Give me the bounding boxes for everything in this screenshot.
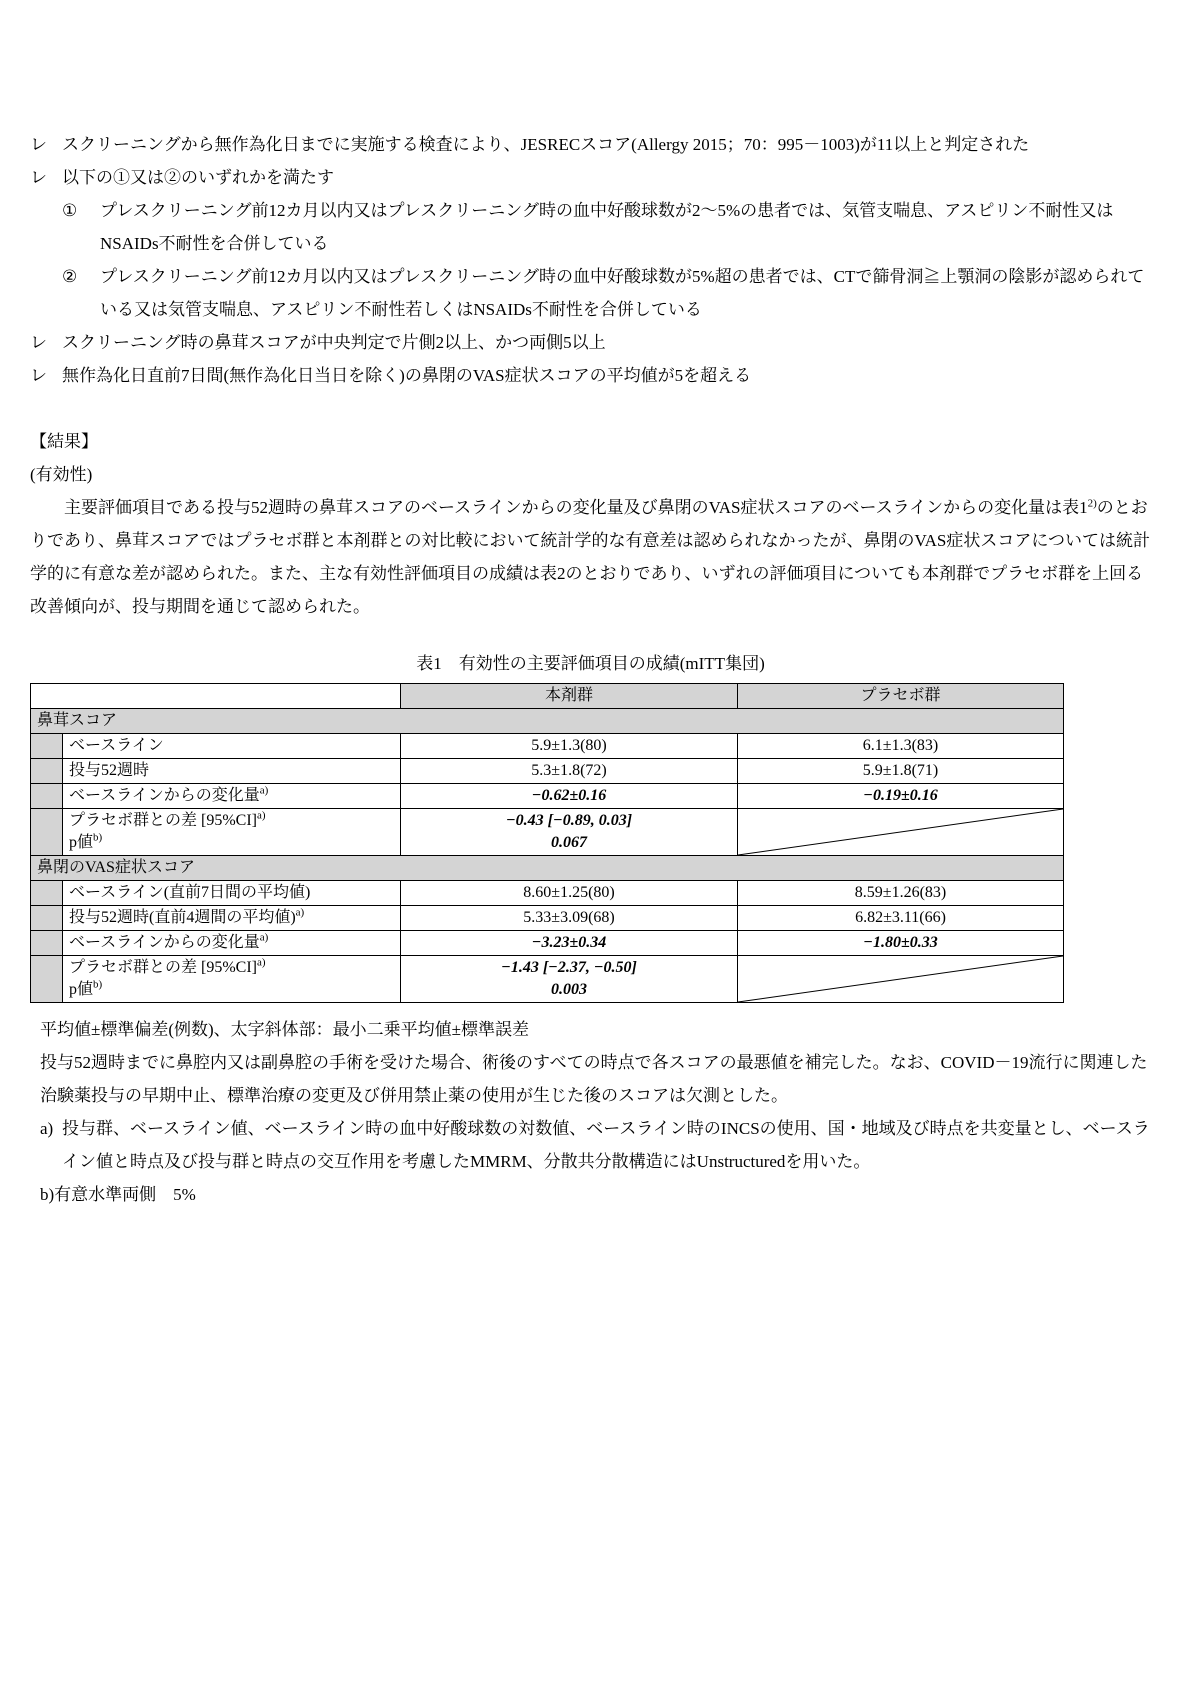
diagonal-line xyxy=(738,956,1063,1002)
table-row-difference xyxy=(31,956,1064,1003)
footnote-marker: a) xyxy=(259,931,269,944)
list-item-text: プレスクリーニング前12カ月以内又はプレスクリーニング時の血中好酸球数が2〜5%の患者では、気管支喘息、アスピリン不耐性又はNSAIDs不耐性を合併している xyxy=(100,201,1114,253)
table-row-difference xyxy=(31,809,1064,856)
footnote-marker: a) xyxy=(257,809,266,822)
row-label-text: ベースラインからの変化量 xyxy=(69,787,260,804)
footnote-marker: a) xyxy=(295,906,305,919)
footnote-marker: a) xyxy=(259,784,269,797)
row-label xyxy=(63,809,401,856)
placebo-value: 8.59±1.26(83) xyxy=(738,881,1064,906)
placebo-value: 6.1±1.3(83) xyxy=(738,734,1064,759)
table-footnotes xyxy=(30,1013,1151,1211)
pvalue-label-line xyxy=(69,979,394,1001)
list-subitem xyxy=(62,194,1151,260)
drug-value: 8.60±1.25(80) xyxy=(401,881,738,906)
placebo-value: 6.82±3.11(66) xyxy=(738,906,1064,931)
row-label-text: ベースラインからの変化量 xyxy=(69,934,260,951)
table-row-baseline xyxy=(31,734,1064,759)
list-item xyxy=(30,359,1151,392)
placebo-value: 5.9±1.8(71) xyxy=(738,759,1064,784)
footnote-imputation: 投与52週時までに鼻腔内又は副鼻腔の手術を受けた場合、術後のすべての時点で各スコアの最悪値を補完した。なお、COVID－19流行に関連した治験薬投与の早期中止、標準治療の変更及び併用禁止薬の使用が生じた後のスコアは欠測とした。 xyxy=(40,1053,1148,1105)
footnote-a-marker: a) xyxy=(40,1119,54,1138)
footnote-a-text: 投与群、ベースライン値、ベースライン時の血中好酸球数の対数値、ベースライン時のINCSの使用、国・地域及び時点を共変量とし、ベースライン値と時点及び投与群と時点の交互作用を考慮したMMRM、分散共分散構造にはUnstructuredを用いた。 xyxy=(62,1119,1150,1171)
circled-number-marker: ② xyxy=(62,267,78,286)
list-item xyxy=(30,326,1151,359)
gutter-cell xyxy=(31,734,63,759)
table-row-week52 xyxy=(31,759,1064,784)
list-item xyxy=(30,161,1151,194)
section-row-vas-score xyxy=(31,856,1064,881)
drug-value xyxy=(401,956,738,1003)
efficacy-subheading: (有効性) xyxy=(30,465,93,484)
row-label: ベースライン xyxy=(63,734,401,759)
gutter-cell xyxy=(31,881,63,906)
diff-label-line xyxy=(69,810,394,832)
results-heading: 【結果】 xyxy=(30,432,98,451)
efficacy-paragraph xyxy=(30,491,1151,623)
table1-caption: 表1 有効性の主要評価項目の成績(mITT集団) xyxy=(416,654,765,673)
gutter-cell xyxy=(31,784,63,809)
drug-value: 5.3±1.8(72) xyxy=(401,759,738,784)
circled-number-marker: ① xyxy=(62,201,78,220)
gutter-cell xyxy=(31,931,63,956)
pvalue-label-line xyxy=(69,832,394,854)
table-row-change xyxy=(31,931,1064,956)
placebo-empty-cell xyxy=(738,956,1064,1003)
criteria-list xyxy=(30,128,1151,392)
check-marker: レ xyxy=(30,366,47,385)
drug-value: −0.62±0.16 xyxy=(401,784,738,809)
column-header-drug: 本剤群 xyxy=(401,684,738,709)
reference-superscript: 2) xyxy=(1087,497,1097,510)
table1 xyxy=(30,683,1064,1003)
row-label xyxy=(63,931,401,956)
list-item-text: スクリーニングから無作為化日までに実施する検査により、JESRECスコア(Allergy 2015；70：995－1003)が11以上と判定された xyxy=(62,135,1030,154)
p-value: 0.003 xyxy=(551,981,587,998)
paragraph-text: 主要評価項目である投与52週時の鼻茸スコアのベースラインからの変化量及び鼻閉のVAS症状スコアのベースラインからの変化量は表1 xyxy=(64,498,1088,517)
diagonal-line xyxy=(738,809,1063,855)
gutter-cell xyxy=(31,906,63,931)
footnote-legend: 平均値±標準偏差(例数)、太字斜体部：最小二乗平均値±標準誤差 xyxy=(40,1020,529,1039)
check-marker: レ xyxy=(30,135,47,154)
drug-value xyxy=(401,809,738,856)
diff-value: −0.43 [−0.89, 0.03] xyxy=(505,812,633,829)
row-label xyxy=(63,784,401,809)
check-marker: レ xyxy=(30,168,47,187)
row-label-text: 投与52週時(直前4週間の平均値) xyxy=(69,909,296,926)
footnote-marker: b) xyxy=(93,831,103,844)
table-row-week52 xyxy=(31,906,1064,931)
placebo-value: −0.19±0.16 xyxy=(738,784,1064,809)
p-value: 0.067 xyxy=(551,834,587,851)
gutter-cell xyxy=(31,956,63,1003)
row-label-text: p値 xyxy=(69,981,94,998)
paragraph-text: のとおりであり、鼻茸スコアではプラセボ群と本剤群との対比較において統計学的な有意差は認められなかったが、鼻閉のVAS症状スコアについては統計学的に有意な差が認められた。また、主な有効性評価項目の成績は表2のとおりであり、いずれの評価項目についても本剤群でプラセボ群を上回る改善傾向が、投与期間を通じて認められた。 xyxy=(30,498,1150,616)
diff-value: −1.43 [−2.37, −0.50] xyxy=(501,959,637,976)
gutter-cell xyxy=(31,809,63,856)
row-label-text: p値 xyxy=(69,834,94,851)
row-label xyxy=(63,906,401,931)
footnote-marker: b) xyxy=(93,978,103,991)
table-row-change xyxy=(31,784,1064,809)
section-title: 鼻閉のVAS症状スコア xyxy=(31,856,1064,881)
list-item-text: スクリーニング時の鼻茸スコアが中央判定で片側2以上、かつ両側5以上 xyxy=(62,333,606,352)
drug-value: −3.23±0.34 xyxy=(401,931,738,956)
section-title: 鼻茸スコア xyxy=(31,709,1064,734)
table-row-baseline xyxy=(31,881,1064,906)
corner-cell xyxy=(31,684,401,709)
gutter-cell xyxy=(31,759,63,784)
list-item-text: プレスクリーニング前12カ月以内又はプレスクリーニング時の血中好酸球数が5%超の患者では、CTで篩骨洞≧上顎洞の陰影が認められている又は気管支喘息、アスピリン不耐性若しくはNSAIDs不耐性を合併している xyxy=(100,267,1145,319)
placebo-empty-cell xyxy=(738,809,1064,856)
table-header-row xyxy=(31,684,1064,709)
list-item xyxy=(30,128,1151,161)
section-row-polyp-score xyxy=(31,709,1064,734)
list-item-text: 以下の①又は②のいずれかを満たす xyxy=(62,168,334,187)
footnote-marker: a) xyxy=(257,956,266,969)
placebo-value: −1.80±0.33 xyxy=(738,931,1064,956)
footnote-a xyxy=(40,1112,1151,1178)
row-label: 投与52週時 xyxy=(63,759,401,784)
check-marker: レ xyxy=(30,333,47,352)
footnote-b: b)有意水準両側 5% xyxy=(40,1185,196,1204)
row-label-text: プラセボ群との差 [95%CI] xyxy=(69,812,257,829)
column-header-placebo: プラセボ群 xyxy=(738,684,1064,709)
diff-label-line xyxy=(69,957,394,979)
row-label: ベースライン(直前7日間の平均値) xyxy=(63,881,401,906)
row-label xyxy=(63,956,401,1003)
row-label-text: プラセボ群との差 [95%CI] xyxy=(69,959,257,976)
list-item-text: 無作為化日直前7日間(無作為化日当日を除く)の鼻閉のVAS症状スコアの平均値が5を超える xyxy=(62,366,752,385)
list-subitem xyxy=(62,260,1151,326)
drug-value: 5.33±3.09(68) xyxy=(401,906,738,931)
drug-value: 5.9±1.3(80) xyxy=(401,734,738,759)
